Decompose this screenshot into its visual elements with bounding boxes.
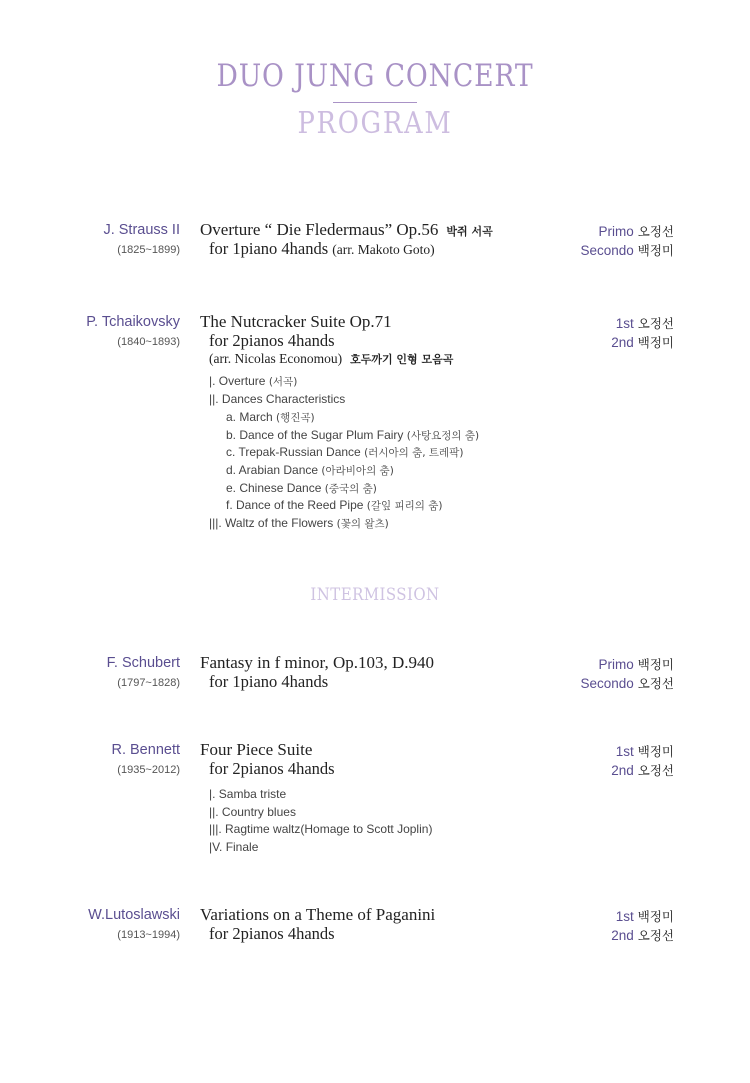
work-title [200, 220, 493, 240]
movement-text: c. Trepak-Russian Dance [226, 445, 361, 459]
movement-korean: (아라비아의 춤) [321, 465, 394, 477]
movement-korean: (러시아의 춤, 트레팍) [364, 447, 464, 459]
performer-1 [616, 742, 674, 760]
movement-korean: (사탕요정의 춤) [406, 430, 480, 442]
title-divider [333, 102, 417, 103]
performer-role: Primo [598, 657, 634, 672]
intermission-label: INTERMISSION [310, 585, 440, 605]
movement-text: f. Dance of the Reed Pipe [226, 498, 364, 512]
performer-role: Primo [598, 224, 634, 239]
movement-item [226, 481, 377, 496]
movement-korean: (중국의 춤) [324, 483, 377, 495]
movement-text: |||. Waltz of the Flowers [209, 516, 334, 530]
performer-2 [611, 333, 674, 351]
movement-text: |. Samba triste [209, 787, 287, 801]
movement-korean: (서곡) [268, 376, 298, 388]
work-title-text: Overture “ Die Fledermaus” Op.56 [200, 220, 439, 239]
instrumentation: for 2pianos 4hands [209, 759, 335, 778]
performer-name: 오정선 [637, 224, 674, 239]
performer-name: 백정미 [637, 744, 674, 759]
performer-role: 1st [615, 316, 634, 331]
instrumentation-text: for 1piano 4hands [209, 239, 329, 258]
instrumentation: for 2pianos 4hands [209, 331, 335, 350]
arranger-line [209, 351, 453, 367]
movement-item [209, 516, 389, 531]
movement-item [226, 428, 479, 443]
movement-item [226, 498, 443, 513]
movement-item [209, 840, 258, 854]
work-title: Variations on a Theme of Paganini [200, 905, 436, 924]
movement-text: e. Chinese Dance [226, 481, 322, 495]
performer-role: Secondo [580, 243, 634, 258]
performer-name: 오정선 [637, 676, 674, 691]
movement-text: d. Arabian Dance [226, 463, 319, 477]
performer-2 [580, 241, 674, 259]
composer-years: (1935~2012) [117, 764, 180, 776]
composer-name: J. Strauss II [103, 222, 180, 238]
performer-name: 오정선 [637, 763, 674, 778]
work-title-korean: 박쥐 서곡 [446, 225, 493, 238]
instrumentation: for 2pianos 4hands [209, 924, 335, 943]
performer-name: 오정선 [637, 928, 674, 943]
composer-years: (1840~1893) [117, 336, 180, 348]
movement-text: b. Dance of the Sugar Plum Fairy [226, 428, 404, 442]
performer-2 [611, 926, 674, 944]
arranger: (arr. Nicolas Economou) [209, 351, 343, 366]
work-title: Four Piece Suite [200, 740, 313, 759]
movement-text: |||. Ragtime waltz(Homage to Scott Joplin) [209, 822, 433, 836]
movement-text: a. March [226, 410, 273, 424]
composer-years: (1825~1899) [117, 244, 180, 256]
performer-name: 백정미 [637, 909, 674, 924]
concert-title: DUO JUNG CONCERT [216, 58, 534, 94]
composer-years: (1797~1828) [117, 677, 180, 689]
movement-item [226, 445, 463, 460]
composer-name: P. Tchaikovsky [86, 314, 180, 330]
movement-text: |V. Finale [209, 840, 259, 854]
composer-name: R. Bennett [111, 742, 180, 758]
performer-2 [580, 674, 674, 692]
movement-item [226, 463, 394, 478]
performer-role: 1st [615, 909, 634, 924]
arranger: (arr. Makoto Goto) [332, 242, 435, 257]
composer-name: W.Lutoslawski [88, 907, 180, 923]
work-title: Fantasy in f minor, Op.103, D.940 [200, 653, 434, 672]
performer-role: 2nd [611, 335, 634, 350]
movement-item [209, 392, 345, 406]
performer-1 [616, 314, 674, 332]
movement-text: ||. Dances Characteristics [209, 392, 346, 406]
movement-text: ||. Country blues [209, 805, 296, 819]
composer-name: F. Schubert [106, 655, 180, 671]
composer-years: (1913~1994) [117, 929, 180, 941]
movement-korean: (꽃의 왈츠) [336, 518, 389, 530]
movement-korean: (갈잎 피리의 춤) [366, 500, 443, 512]
movement-item [209, 374, 297, 389]
performer-name: 백정미 [637, 243, 674, 258]
movement-item [209, 822, 432, 836]
movement-item [226, 410, 315, 425]
movement-korean: (행진곡) [276, 412, 315, 424]
performer-2 [611, 761, 674, 779]
performer-name: 백정미 [637, 657, 674, 672]
instrumentation: for 1piano 4hands [209, 672, 329, 691]
performer-1 [616, 907, 674, 925]
performer-1 [599, 655, 674, 673]
instrumentation [209, 239, 435, 259]
performer-role: 2nd [611, 763, 634, 778]
performer-name: 백정미 [637, 335, 674, 350]
work-title-korean: 호두까기 인형 모음곡 [350, 353, 454, 366]
movement-item [209, 805, 296, 819]
performer-name: 오정선 [637, 316, 674, 331]
performer-role: 2nd [611, 928, 634, 943]
program-heading: PROGRAM [297, 106, 453, 141]
movement-item [209, 787, 286, 801]
performer-1 [599, 222, 674, 240]
performer-role: Secondo [580, 676, 634, 691]
movement-text: |. Overture [209, 374, 266, 388]
performer-role: 1st [615, 744, 634, 759]
work-title: The Nutcracker Suite Op.71 [200, 312, 392, 331]
